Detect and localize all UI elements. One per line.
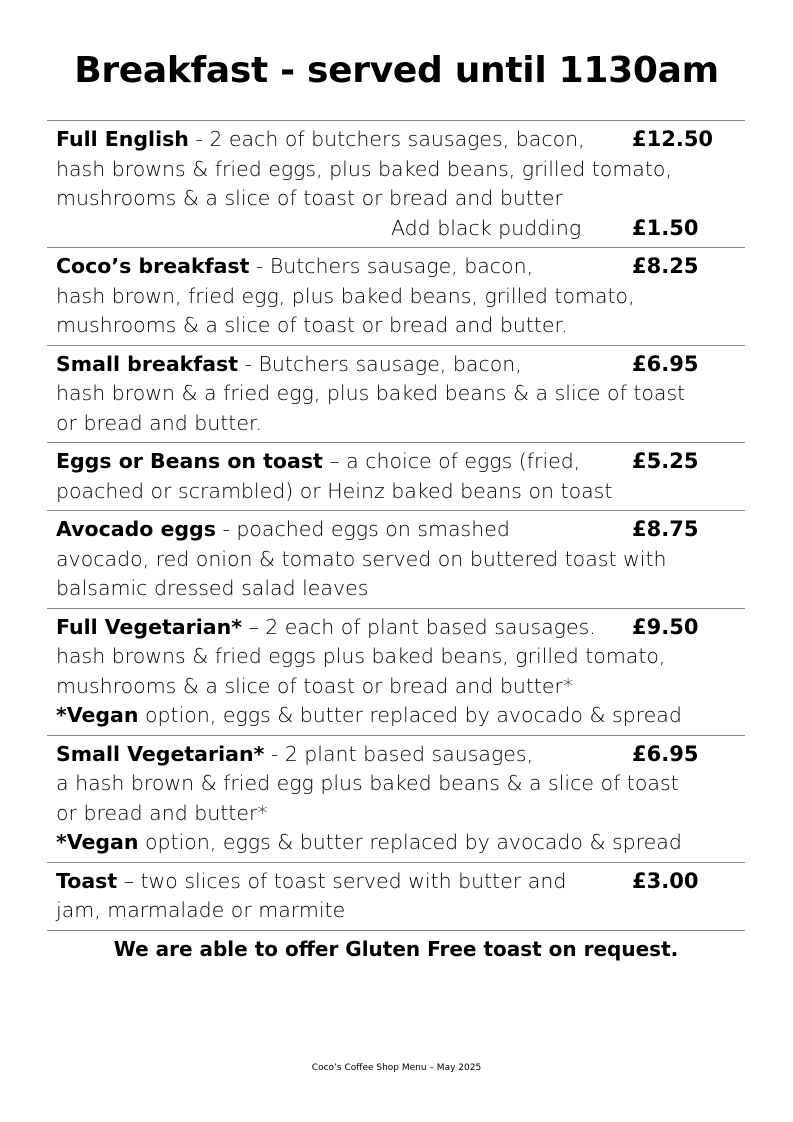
menu-item-description: mushrooms & a slice of toast or bread and butter* [56, 673, 574, 698]
page-title: Breakfast - served until 1130am [74, 50, 719, 91]
menu-item-description: poached or scrambled) or Heinz baked beans on toast [56, 478, 613, 503]
page-footer: Coco’s Coffee Shop Menu – May 2025 [311, 1063, 482, 1073]
menu-item-description: or bread and butter. [56, 410, 263, 435]
breakfast-menu [47, 120, 745, 961]
vegan-label: *Vegan [56, 703, 139, 727]
menu-item-first-line [56, 447, 745, 477]
menu-item-first-line [56, 867, 745, 897]
menu-item-first-line [56, 252, 745, 282]
menu-item-description: hash browns & fried eggs plus baked beans, grilled tomato, [56, 644, 666, 668]
menu-item-name: Eggs or Beans on toast [56, 449, 323, 473]
menu-item-first-line [56, 613, 745, 643]
menu-item-small-breakfast [47, 346, 745, 444]
menu-item-first-line [56, 125, 745, 155]
menu-item-description: avocado, red onion & tomato served on buttered toast with [56, 546, 667, 571]
menu-item-description: mushrooms & a slice of toast or bread and butter. [56, 313, 568, 337]
menu-item-first-line [56, 350, 745, 380]
menu-item-description: balsamic dressed salad leaves [56, 576, 369, 600]
menu-item-description: mushrooms & a slice of toast or bread and butter [56, 186, 563, 210]
menu-item-description: – a choice of eggs (fried, [322, 449, 581, 473]
menu-item-description: a hash brown & fried egg plus baked beans & a slice of toast [56, 771, 679, 795]
menu-item-price: £12.50 [632, 127, 714, 151]
menu-item-avocado-eggs [47, 511, 745, 609]
menu-item-price: £6.95 [632, 351, 699, 376]
menu-item-description: - 2 plant based sausages, [264, 741, 534, 766]
menu-item-full-vegetarian [47, 609, 745, 736]
vegan-option-note [56, 828, 745, 858]
menu-item-name: Toast [56, 868, 118, 893]
menu-item-price: £6.95 [632, 741, 699, 766]
menu-item-description: - poached eggs on smashed [215, 517, 510, 541]
menu-item-description: - Butchers sausage, bacon, [249, 254, 534, 278]
menu-item-description: or bread and butter* [56, 800, 268, 825]
menu-item-price: £3.00 [632, 868, 699, 893]
menu-item-eggs-or-beans [47, 443, 745, 511]
menu-addon-label: Add black pudding [391, 215, 582, 240]
menu-item-price: £8.75 [632, 517, 699, 541]
menu-item-cocos-breakfast [47, 248, 745, 346]
menu-addon-row [56, 214, 745, 244]
menu-item-name: Full Vegetarian* [56, 614, 242, 639]
menu-item-description: – 2 each of plant based sausages. [241, 614, 596, 639]
menu-item-first-line [56, 740, 745, 770]
menu-item-small-vegetarian [47, 736, 745, 863]
vegan-description: option, eggs & butter replaced by avocado & spread [138, 830, 682, 854]
menu-item-price: £9.50 [632, 614, 699, 639]
menu-item-description: hash brown & a fried egg, plus baked beans & a slice of toast [56, 381, 686, 405]
menu-item-name: Small Vegetarian* [56, 741, 265, 766]
menu-item-first-line [56, 515, 745, 545]
menu-item-name: Full English [56, 127, 189, 151]
menu-item-description: hash brown, fried egg, plus baked beans, grilled tomato, [56, 283, 635, 308]
menu-item-price: £5.25 [632, 449, 699, 473]
menu-item-description: – two slices of toast served with butter and [117, 868, 567, 893]
menu-item-name: Small breakfast [56, 351, 239, 376]
menu-item-toast [47, 863, 745, 931]
menu-addon-price: £1.50 [632, 215, 699, 240]
menu-item-price: £8.25 [632, 254, 699, 278]
vegan-description: option, eggs & butter replaced by avocado & spread [138, 703, 682, 727]
menu-item-description: hash browns & fried eggs, plus baked beans, grilled tomato, [56, 156, 672, 181]
gluten-free-note: We are able to offer Gluten Free toast on request. [113, 936, 679, 961]
menu-item-full-english [47, 121, 745, 248]
vegan-option-note [56, 701, 745, 731]
menu-item-name: Coco’s breakfast [56, 254, 250, 278]
menu-item-description: - 2 each of butchers sausages, bacon, [188, 127, 585, 151]
vegan-label: *Vegan [56, 830, 139, 854]
menu-item-description: jam, marmalade or marmite [56, 898, 346, 922]
menu-item-description: - Butchers sausage, bacon, [238, 351, 522, 376]
menu-item-name: Avocado eggs [56, 517, 216, 541]
